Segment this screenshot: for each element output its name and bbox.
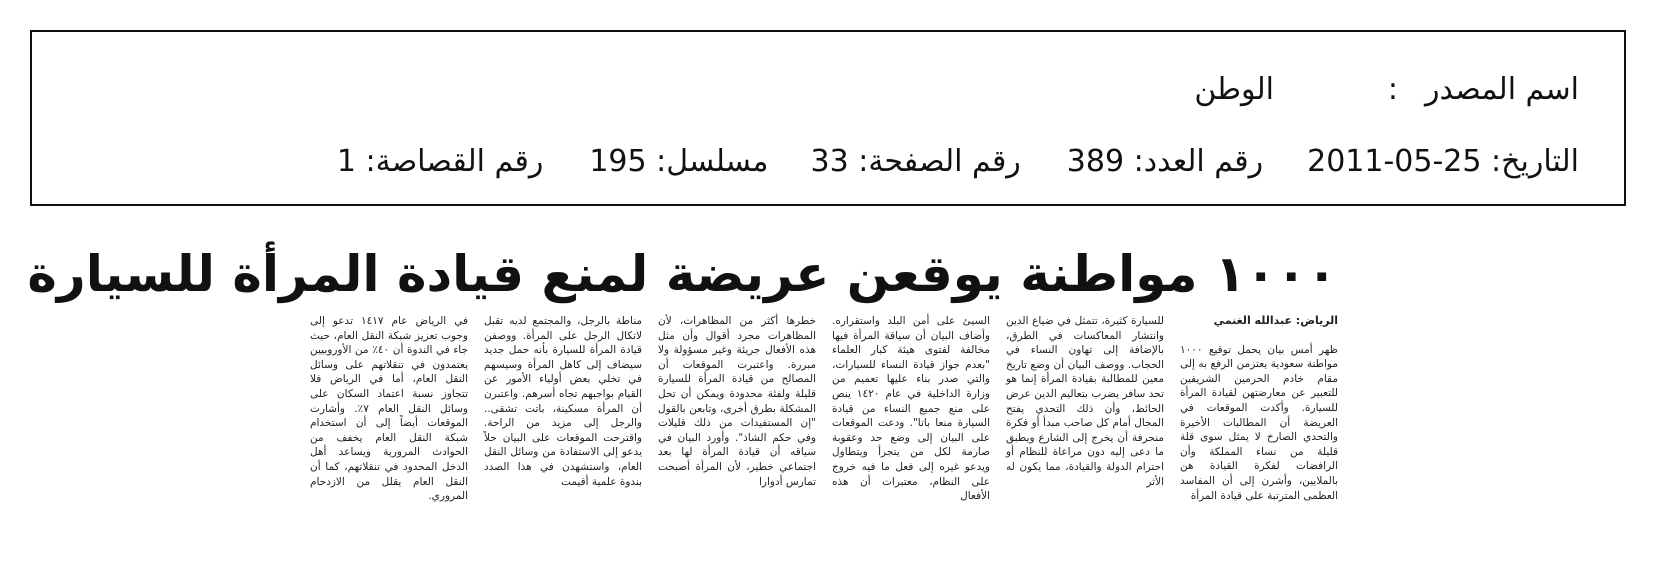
article-column-4	[658, 314, 816, 560]
article-column-6	[310, 314, 468, 560]
issue-field	[1067, 144, 1263, 180]
article-column-1	[1180, 314, 1338, 560]
serial-label: مسلسل:	[656, 144, 769, 179]
issue-label: رقم العدد:	[1133, 144, 1264, 179]
date-label: التاريخ:	[1491, 144, 1579, 179]
article-column-5	[484, 314, 642, 560]
newspaper-clipping	[27, 230, 1360, 560]
article-column-text: في الرياض عام ١٤١٧ تدعو إلى وجوب تعزيز شبكة النقل العام، حيث جاء في الندوة أن ٤٠٪ من الأوروبيين يعتمدون في تنقلاتهم على وسائل النقل العام، أما في الرياض فلا تتجاوز نسبة اعتماد السكان على وسائل النقل العام ٧٪. وأشارت الموقعات أيضاً إلى أن استخدام شبكة النقل العام يخفف من الحوادث المرورية ويساعد أهل الدخل المحدود في تنقلاتهم، كما أن النقل العام يقلل من الازدحام المروري.	[310, 315, 468, 503]
page-label: رقم الصفحة:	[858, 144, 1021, 179]
source-value: الوطن	[1194, 72, 1274, 107]
source-metadata-box	[30, 30, 1626, 206]
article-column-3	[832, 314, 990, 560]
article-column-text: السيئ على أمن البلد واستقراره. وأضاف البيان أن سياقة المرأة فيها مخالفة لفتوى هيئة كبار العلماء "بعدم جواز قيادة النساء للسيارات، والتي صدر بناء عليها تعميم من وزارة الداخلية في عام ١٤٢٠ ينص على منع جميع النساء من قيادة السيارة منعا باتا". ودعت الموقعات على البيان إلى وضع حد وعقوبة صارمة لكل من يتجرأ ويتطاول ويدعو غيره إلى فعل ما فيه خروج على النظام، معتبرات أن هذه الأفعال	[832, 315, 990, 503]
serial-field	[589, 144, 768, 180]
page-value: 33	[810, 144, 849, 179]
article-column-2	[1006, 314, 1164, 560]
issue-value: 389	[1066, 144, 1125, 179]
article-column-text: للسيارة كثيرة، تتمثل في ضياع الدين وانتشار المعاكسات في الطرق، بالإضافة إلى تهاون النساء في الحجاب. ووصف البيان أن وضع تاريخ معين للمطالبة بقيادة المرأة إنما هو تحد سافر يضرب بتعاليم الدين عرض الحائط، وأن ذلك التحدي يفتح المجال أمام كل صاحب مبدأ أو فكرة منحرفة أن يخرج إلى الشارع ويطبق ما دعى إليه دون مراعاة للنظام أو احترام الدولة والقيادة، مما يكون له الأثر	[1006, 315, 1164, 488]
page-field	[811, 144, 1021, 180]
article-column-text: خطرها أكثر من المظاهرات، لأن المظاهرات مجرد أقوال وأن مثل هذه الأفعال جريئة وغير مسؤولة ولا مبررة. واعتبرت الموقعات أن المصالح من قيادة المرأة للسيارة قليلة ولفئة محدودة ويمكن أن تحل المشكلة بطرق أخرى، وتابعن بالقول "إن المستفيدات من ذلك قليلات وفي حكم الشاذ". وأورد البيان في سياقه أن قيادة المرأة لها بعد اجتماعي خطير، لأن المرأة أصبحت تمارس أدوارا	[658, 315, 816, 488]
article-byline: الرياض: عبدالله الغنمي	[1213, 314, 1338, 327]
date-field	[1307, 144, 1579, 180]
article-column-text: مناطة بالرجل، والمجتمع لديه تقبل لاتكال الرجل على المرأة. ووصفن قيادة المرأة للسيارة بأنه حمل جديد سيضاف إلى كاهل المرأة وسيسهم في تخلي بعض أولياء الأمور عن القيام بواجبهم تجاه أسرهم. واعتبرن أن المرأة مسكينة، باتت تشقى.. والرجل إلى مزيد من الراحة. واقترحت الموقعات على البيان حلاً يدعو إلى الاستفادة من وسائل النقل العام، واستشهدن في هذا الصدد بندوة علمية أقيمت	[484, 315, 642, 488]
article-headline: ١٠٠٠ مواطنة يوقعن عريضة لمنع قيادة المرأة للسيارة	[27, 245, 1337, 303]
article-columns	[300, 314, 1360, 560]
article-column-text: ظهر أمس بيان يحمل توقيع ١٠٠٠ مواطنة سعودية يعتزمن الرفع به إلى مقام خادم الحرمين الشريفين للتعبير عن معارضتهن لقيادة المرأة للسيارة. وأكدت الموقعات في العريضة أن المطالبات الأخيرة والتحدي الصارخ لا يمثل سوى قلة قليلة من نساء المملكة وأن الرافضات لفكرة القيادة هن بالملايين، وأشرن إلى أن المفاسد العظمى المترتبة على قيادة المرأة	[1180, 343, 1338, 502]
clip-label: رقم القصاصة:	[365, 144, 544, 179]
date-value: 2011-05-25	[1307, 144, 1482, 179]
serial-value: 195	[589, 144, 647, 179]
clip-field	[337, 144, 543, 180]
source-colon: :	[1387, 72, 1398, 107]
source-label: اسم المصدر	[1424, 72, 1579, 107]
clip-value: 1	[336, 144, 356, 179]
metadata-line	[337, 144, 1579, 180]
